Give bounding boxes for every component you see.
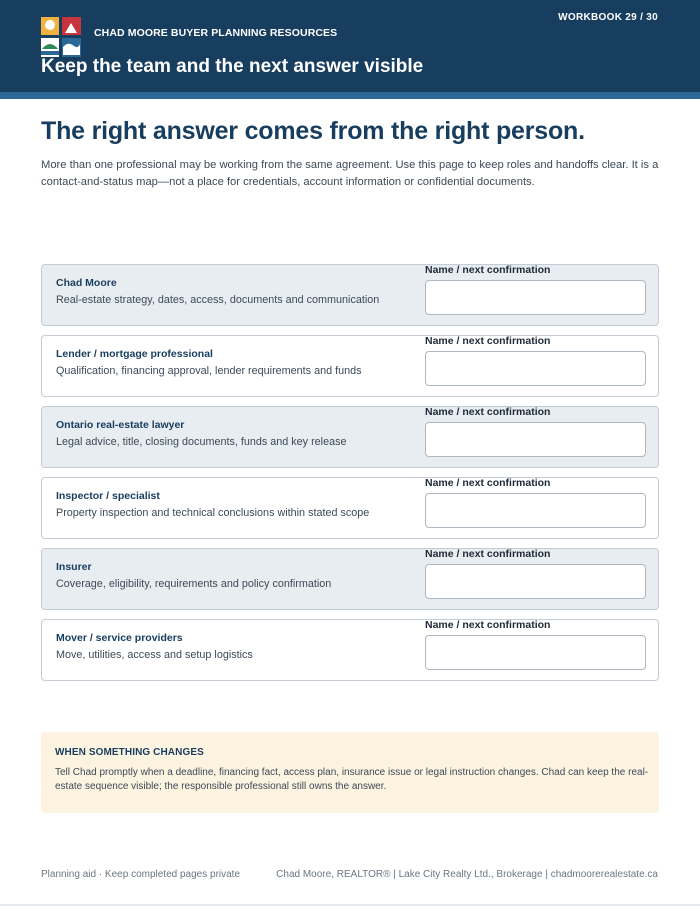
- confirmation-field-label: Name / next confirmation: [425, 619, 551, 631]
- notice-text: Tell Chad promptly when a deadline, financing fact, access plan, insurance issue or legal instruction changes. Chad can keep the real-estate sequence visible; the responsible professional still owns the answer.: [55, 767, 649, 792]
- confirmation-field-label: Name / next confirmation: [425, 264, 551, 276]
- confirmation-field-label: Name / next confirmation: [425, 406, 551, 418]
- notice-box: [41, 732, 659, 813]
- confirmation-field-label: Name / next confirmation: [425, 335, 551, 347]
- role-name: Ontario real-estate lawyer: [56, 419, 185, 431]
- workbook-page-indicator: WORKBOOK 29 / 30: [558, 12, 658, 23]
- header-stripe: [0, 92, 700, 99]
- role-name: Mover / service providers: [56, 632, 183, 644]
- page-title: The right answer comes from the right person.: [41, 117, 585, 145]
- confirmation-field[interactable]: [425, 422, 646, 457]
- role-description: Property inspection and technical conclusions within stated scope: [56, 507, 370, 519]
- footer-note: Planning aid · Keep completed pages private: [41, 869, 241, 880]
- notice-title: WHEN SOMETHING CHANGES: [55, 747, 204, 758]
- confirmation-field[interactable]: [425, 635, 646, 670]
- role-name: Chad Moore: [56, 277, 117, 289]
- confirmation-field[interactable]: [425, 280, 646, 315]
- confirmation-field-label: Name / next confirmation: [425, 548, 551, 560]
- role-card: [41, 477, 659, 539]
- footer-credits: Chad Moore, REALTOR® | Lake City Realty Ltd., Brokerage | chadmoorerealestate.ca: [276, 869, 658, 880]
- role-card: [41, 335, 659, 397]
- role-name: Lender / mortgage professional: [56, 348, 213, 360]
- role-name: Insurer: [56, 561, 92, 573]
- confirmation-field[interactable]: [425, 351, 646, 386]
- role-description: Qualification, financing approval, lender requirements and funds: [56, 365, 362, 377]
- header-title: Keep the team and the next answer visible: [41, 56, 424, 77]
- page-header: [0, 0, 700, 92]
- role-card: [41, 406, 659, 468]
- role-card: [41, 619, 659, 681]
- confirmation-field-label: Name / next confirmation: [425, 477, 551, 489]
- role-description: Legal advice, title, closing documents, funds and key release: [56, 436, 347, 448]
- brand-name: CHAD MOORE BUYER PLANNING RESOURCES: [94, 27, 338, 39]
- role-description: Real-estate strategy, dates, access, documents and communication: [56, 294, 380, 306]
- role-card: [41, 548, 659, 610]
- confirmation-field[interactable]: [425, 564, 646, 599]
- chad-moore-logo-icon: [41, 17, 81, 57]
- role-description: Coverage, eligibility, requirements and policy confirmation: [56, 578, 332, 590]
- role-name: Inspector / specialist: [56, 490, 160, 502]
- intro-paragraph: More than one professional may be working from the same agreement. Use this page to keep roles and handoffs clear. It is a contact-and-status map—not a place for credentials, account information or confidential documents.: [41, 159, 659, 188]
- role-description: Move, utilities, access and setup logistics: [56, 649, 253, 661]
- role-card: [41, 264, 659, 326]
- confirmation-field[interactable]: [425, 493, 646, 528]
